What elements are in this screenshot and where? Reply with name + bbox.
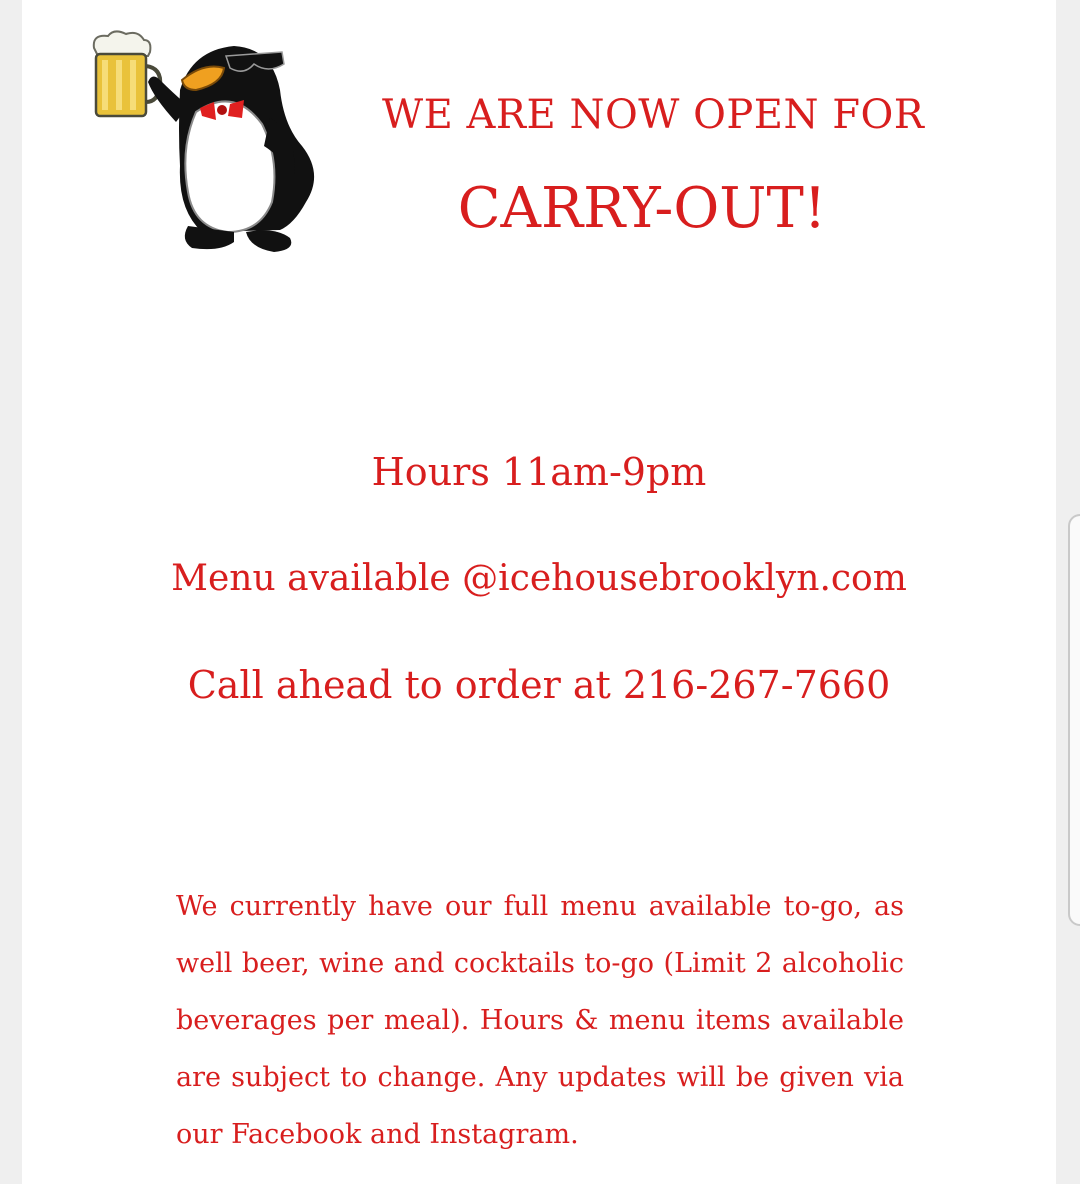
menu-website-text: Menu available @icehousebrooklyn.com [171, 558, 907, 599]
announcement-line-1: WE ARE NOW OPEN FOR [382, 92, 925, 138]
penguin-logo-icon [84, 26, 332, 270]
details-paragraph: We currently have our full menu available to-go, as well beer, wine and cocktails to-go (Limit 2 alcoholic beverages per meal). Hours & menu items available are subject to change. Any updates will be given via our Facebook and Instagram. [176, 891, 904, 1150]
call-ahead-phone-text: Call ahead to order at 216-267-7660 [187, 663, 891, 707]
hours-text: Hours 11am-9pm [371, 450, 707, 494]
side-panel-handle[interactable] [1068, 514, 1080, 926]
announcement-carry-out: CARRY-OUT! [457, 176, 827, 241]
announcement-page [22, 0, 1056, 1184]
beer-mug-icon [94, 31, 160, 116]
